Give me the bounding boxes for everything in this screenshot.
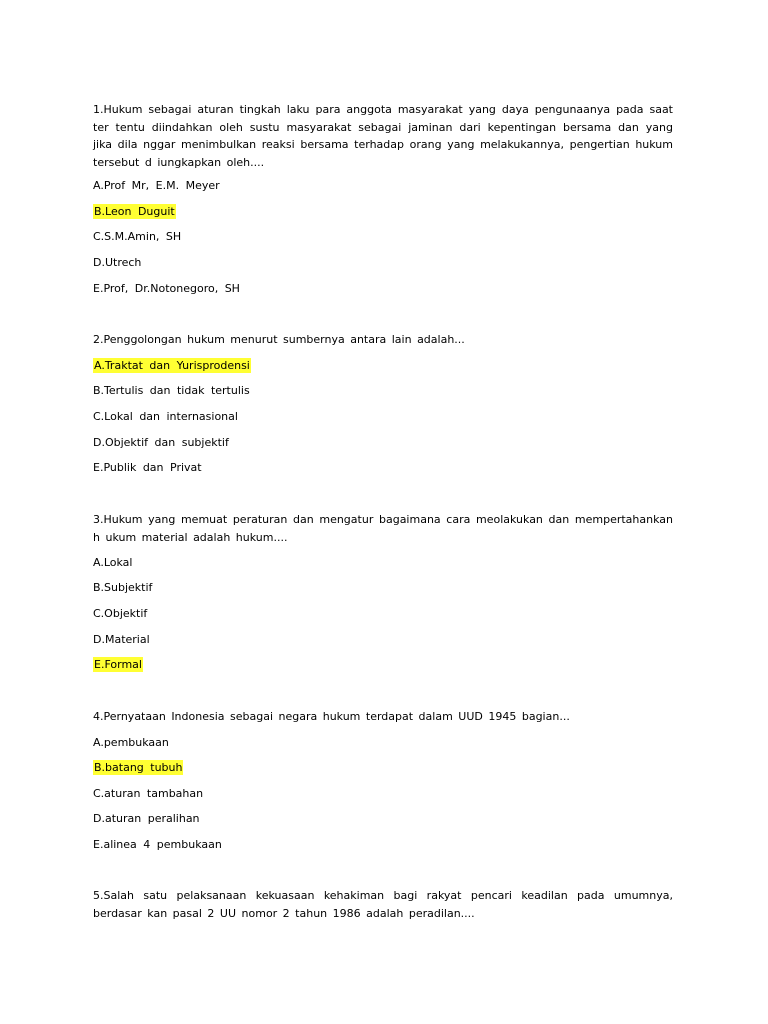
answer-highlight: E.Formal	[94, 658, 142, 671]
answer-highlight: B.batang tubuh	[94, 761, 183, 774]
question-4-option-e: E.alinea 4 pembukaan	[93, 838, 222, 851]
question-1-option-a: A.Prof Mr, E.M. Meyer	[93, 179, 220, 192]
question-1-option-b-answer	[93, 204, 176, 219]
question-2-option-d: D.Objektif dan subjektif	[93, 436, 229, 449]
question-4-option-b-answer	[93, 760, 183, 775]
question-1-text: 1.Hukum sebagai aturan tingkah laku para anggota masyarakat yang daya pengunaanya pada saat ter tentu diindahkan oleh sustu masyarakat sebagai jaminan dari kepentingan bersama dan yang jika dila nggar menimbulkan reaksi bersama terhadap orang yang melakukannya, pengertian hukum tersebut d iungkapkan oleh....	[93, 103, 673, 169]
answer-highlight: A.Traktat dan Yurisprodensi	[94, 359, 250, 372]
question-2-text: 2.Penggolongan hukum menurut sumbernya antara lain adalah...	[93, 333, 465, 346]
question-1-option-c: C.S.M.Amin, SH	[93, 230, 182, 243]
question-4-option-d: D.aturan peralihan	[93, 812, 200, 825]
question-2-option-b: B.Tertulis dan tidak tertulis	[93, 384, 250, 397]
question-4-option-a: A.pembukaan	[93, 736, 169, 749]
answer-highlight: B.Leon Duguit	[94, 205, 175, 218]
question-1-option-e: E.Prof, Dr.Notonegoro, SH	[93, 282, 240, 295]
question-1-option-d: D.Utrech	[93, 256, 142, 269]
question-3-option-e-answer	[93, 657, 143, 672]
question-5-text: 5.Salah satu pelaksanaan kekuasaan kehakiman bagi rakyat pencari keadilan pada umumnya, berdasar kan pasal 2 UU nomor 2 tahun 1986 adalah peradilan....	[93, 889, 673, 920]
question-3-option-d: D.Material	[93, 633, 150, 646]
question-2-option-e: E.Publik dan Privat	[93, 461, 202, 474]
question-4-option-c: C.aturan tambahan	[93, 787, 204, 800]
question-3-option-b: B.Subjektif	[93, 581, 153, 594]
question-3-text: 3.Hukum yang memuat peraturan dan mengatur bagaimana cara meolakukan dan mempertahankan h ukum material adalah hukum....	[93, 513, 673, 544]
question-3-option-c: C.Objektif	[93, 607, 148, 620]
question-2-option-c: C.Lokal dan internasional	[93, 410, 238, 423]
question-2-option-a-answer	[93, 358, 251, 373]
question-4-text: 4.Pernyataan Indonesia sebagai negara hukum terdapat dalam UUD 1945 bagian...	[93, 710, 570, 723]
question-3-option-a: A.Lokal	[93, 556, 133, 569]
